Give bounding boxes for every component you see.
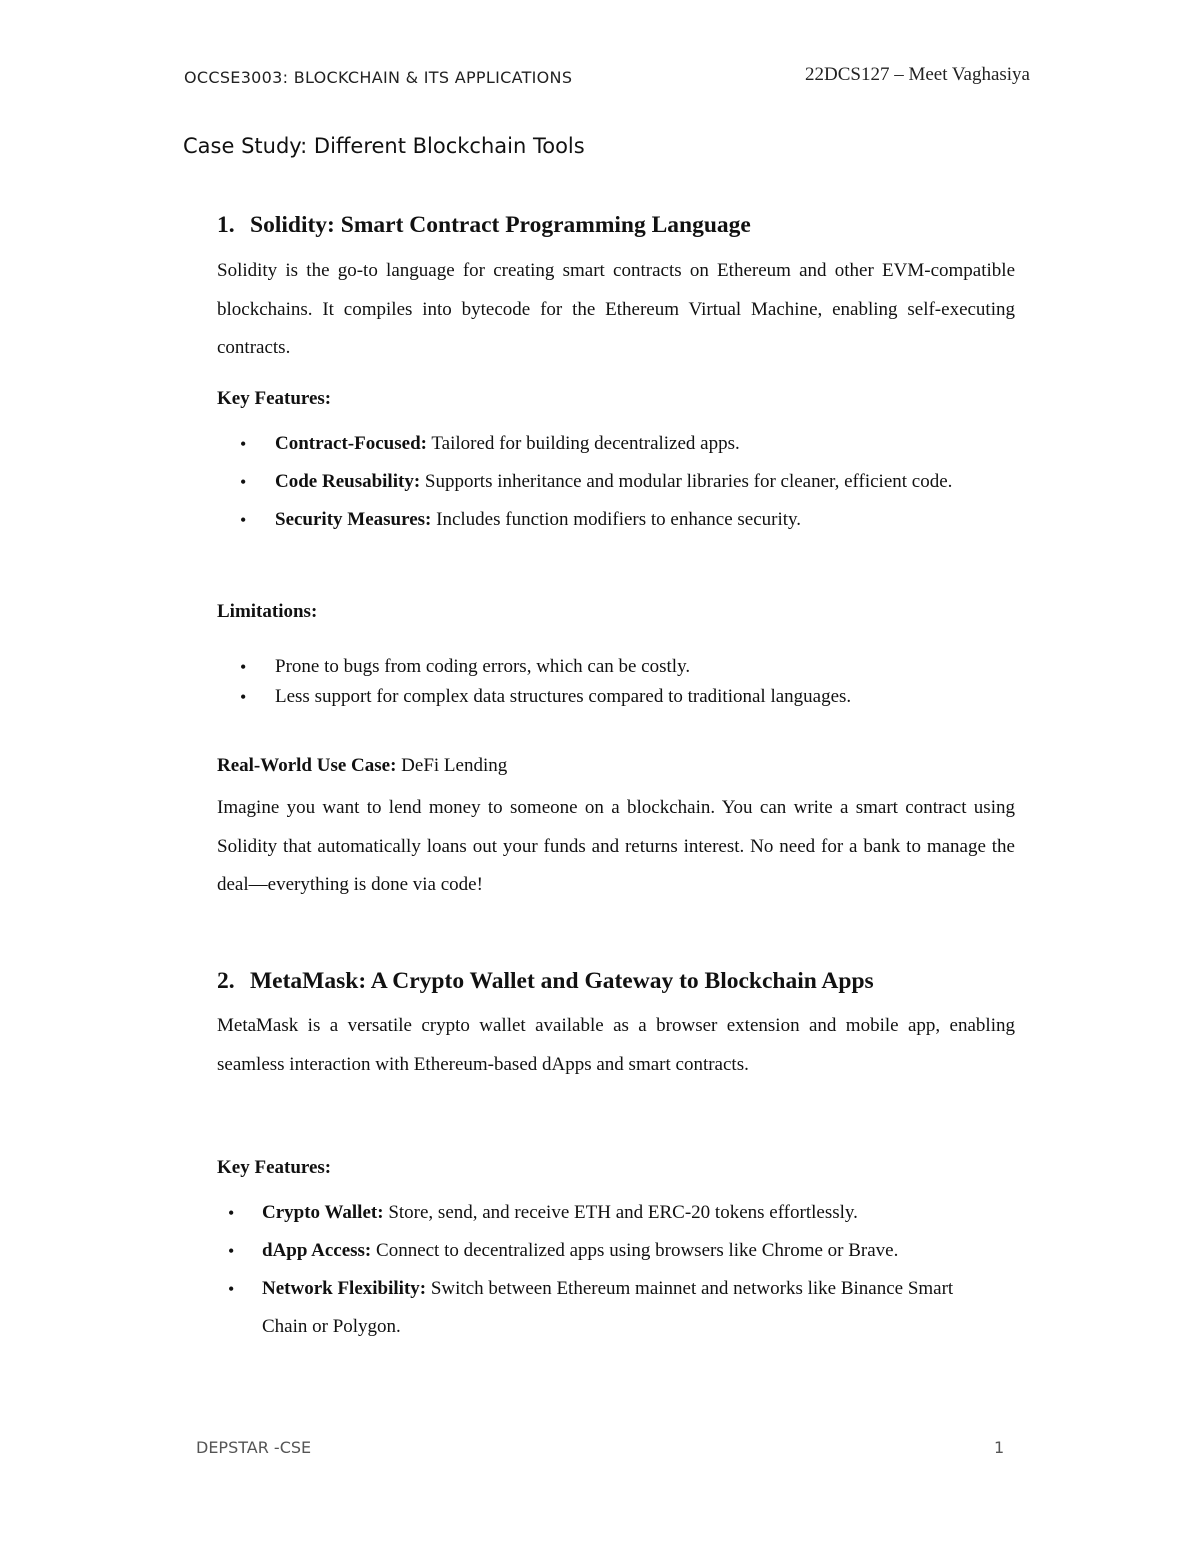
section-2-intro: MetaMask is a versatile crypto wallet available as a browser extension and mobile app, enabling seamless interaction with Ethereum-based dApps and smart contracts.	[217, 1015, 1015, 1075]
key-features-label: Key Features:	[217, 388, 332, 409]
header-student: 22DCS127 – Meet Vaghasiya	[805, 64, 1030, 85]
feature-text: Tailored for building decentralized apps.	[431, 433, 740, 454]
list-item	[228, 1232, 997, 1270]
use-case-text: Imagine you want to lend money to someone on a blockchain. You can write a smart contract using Solidity that automatically loans out your funds and returns interest. No need for a bank to manage the deal—everything is done via code!	[217, 797, 1015, 895]
section-1-key-features-label-block	[217, 388, 1015, 410]
section-2-intro-block	[217, 1007, 1015, 1084]
document-title: Case Study: Different Blockchain Tools	[183, 134, 585, 158]
section-title: Solidity: Smart Contract Programming Language	[250, 212, 751, 238]
section-1-limitations-list-block	[240, 652, 1015, 712]
list-item	[240, 682, 1015, 712]
section-2-features-list-block	[228, 1194, 997, 1346]
list-item	[228, 1194, 997, 1232]
footer-department: DEPSTAR -CSE	[196, 1438, 312, 1457]
feature-title: Security Measures:	[275, 509, 432, 530]
use-case-label: Real-World Use Case:	[217, 755, 397, 776]
section-number: 1.	[217, 212, 235, 238]
limitation-text: Less support for complex data structures compared to traditional languages.	[275, 686, 852, 707]
bullet-icon: •	[228, 1241, 235, 1261]
key-features-label: Key Features:	[217, 1157, 332, 1178]
bullet-icon: •	[228, 1203, 235, 1223]
section-1-heading-block	[217, 212, 1015, 239]
section-1-intro: Solidity is the go-to language for creating smart contracts on Ethereum and other EVM-compatible blockchains. It compiles into bytecode for the Ethereum Virtual Machine, enabling self-executing contracts.	[217, 260, 1015, 358]
feature-text: Supports inheritance and modular libraries for cleaner, efficient code.	[424, 471, 953, 492]
section-1-limitations-label-block	[217, 601, 1015, 623]
bullet-icon: •	[240, 472, 247, 492]
bullet-icon: •	[240, 657, 247, 677]
section-1-limitations-list	[240, 652, 1015, 712]
bullet-icon: •	[240, 687, 247, 707]
section-1-use-case-label-block	[217, 753, 1015, 779]
list-item	[240, 463, 997, 501]
section-2-features-list	[228, 1194, 997, 1346]
feature-title: Network Flexibility:	[262, 1278, 427, 1299]
section-1-intro-block	[217, 252, 1015, 368]
feature-title: dApp Access:	[262, 1240, 372, 1261]
footer-page-number: 1	[994, 1438, 1005, 1457]
section-1-features-list	[240, 425, 997, 539]
feature-title: Crypto Wallet:	[262, 1202, 384, 1223]
bullet-icon: •	[240, 434, 247, 454]
section-2-heading-block	[217, 968, 1015, 995]
feature-title: Code Reusability:	[275, 471, 421, 492]
section-1-features-list-block	[240, 425, 997, 539]
limitations-label: Limitations:	[217, 601, 318, 622]
feature-text: Includes function modifiers to enhance security.	[436, 509, 802, 530]
feature-text: Switch between Ethereum mainnet and networks like Binance Smart Chain or Polygon.	[262, 1278, 954, 1337]
feature-text: Connect to decentralized apps using browsers like Chrome or Brave.	[376, 1240, 899, 1261]
section-1-use-case-text-block	[217, 789, 1015, 905]
limitation-text: Prone to bugs from coding errors, which can be costly.	[275, 656, 691, 677]
bullet-icon: •	[240, 510, 247, 530]
bullet-icon: •	[228, 1279, 235, 1299]
feature-title: Contract-Focused:	[275, 433, 427, 454]
section-2-key-features-label-block	[217, 1157, 1015, 1179]
section-1-heading	[217, 212, 1015, 239]
feature-text: Store, send, and receive ETH and ERC-20 tokens effortlessly.	[388, 1202, 858, 1223]
list-item	[240, 652, 1015, 682]
use-case-line	[217, 753, 1015, 779]
header-course: OCCSE3003: BLOCKCHAIN & ITS APPLICATIONS	[184, 68, 573, 87]
list-item	[240, 425, 997, 463]
use-case-title: DeFi Lending	[401, 755, 508, 776]
section-number: 2.	[217, 968, 235, 994]
list-item	[228, 1270, 997, 1346]
section-title: MetaMask: A Crypto Wallet and Gateway to Blockchain Apps	[250, 968, 874, 994]
list-item	[240, 501, 997, 539]
section-2-heading	[217, 968, 1015, 995]
